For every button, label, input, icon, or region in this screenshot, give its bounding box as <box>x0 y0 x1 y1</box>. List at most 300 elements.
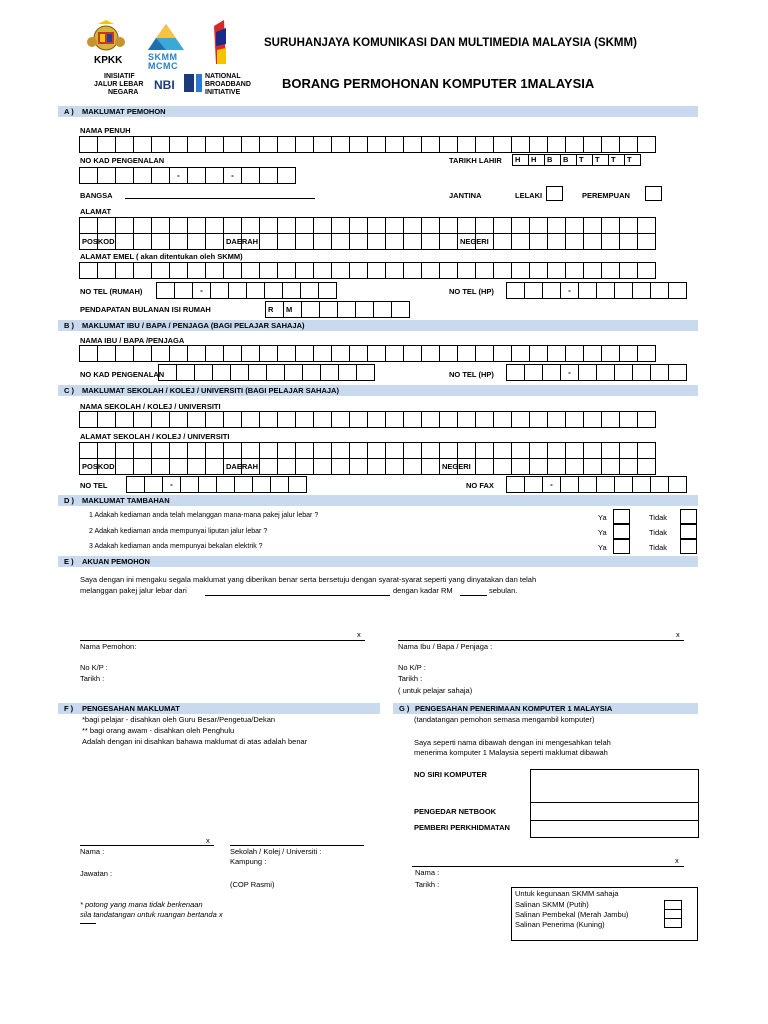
input-cell[interactable] <box>313 262 332 279</box>
input-cell[interactable] <box>151 411 170 428</box>
input-cell[interactable] <box>205 217 224 234</box>
input-cell[interactable] <box>187 458 206 475</box>
input-cell[interactable] <box>421 458 440 475</box>
input-cell[interactable] <box>187 411 206 428</box>
input-cell[interactable] <box>284 364 303 381</box>
dob-cell[interactable]: B <box>560 154 577 166</box>
input-cell[interactable] <box>493 262 512 279</box>
input-cell[interactable] <box>511 411 530 428</box>
input-cell[interactable] <box>356 364 375 381</box>
input-cell[interactable] <box>385 233 404 250</box>
input-cell[interactable] <box>637 233 656 250</box>
input-cell[interactable] <box>475 411 494 428</box>
input-cell[interactable] <box>529 262 548 279</box>
input-cell[interactable] <box>169 458 188 475</box>
input-cell[interactable] <box>619 345 638 362</box>
input-cell[interactable] <box>565 136 584 153</box>
checkbox-perempuan[interactable] <box>645 186 662 201</box>
input-cell[interactable] <box>205 262 224 279</box>
input-cell[interactable] <box>277 167 296 184</box>
alamat-cells-2[interactable] <box>79 233 655 250</box>
input-cell[interactable] <box>619 136 638 153</box>
no-kad-cells-b[interactable] <box>158 364 374 381</box>
input-cell[interactable] <box>115 458 134 475</box>
input-cell[interactable] <box>475 136 494 153</box>
input-cell[interactable] <box>637 136 656 153</box>
input-cell[interactable] <box>259 411 278 428</box>
input-cell[interactable] <box>632 476 651 493</box>
input-cell[interactable] <box>403 442 422 459</box>
input-cell[interactable] <box>313 458 332 475</box>
input-cell[interactable] <box>385 345 404 362</box>
input-cell[interactable] <box>79 345 98 362</box>
input-cell[interactable] <box>187 136 206 153</box>
input-cell[interactable] <box>565 345 584 362</box>
input-cell[interactable] <box>313 345 332 362</box>
input-cell[interactable] <box>583 136 602 153</box>
input-cell[interactable] <box>493 411 512 428</box>
input-cell[interactable] <box>511 458 530 475</box>
checkbox-ya-3[interactable] <box>613 539 630 554</box>
input-cell[interactable] <box>547 345 566 362</box>
input-cell[interactable] <box>277 233 296 250</box>
input-cell[interactable] <box>367 136 386 153</box>
input-cell[interactable] <box>547 442 566 459</box>
input-cell[interactable] <box>439 458 471 475</box>
tel-rumah-cells[interactable] <box>156 282 336 299</box>
input-cell[interactable] <box>524 476 543 493</box>
input-cell[interactable] <box>270 476 289 493</box>
input-cell[interactable] <box>277 345 296 362</box>
input-cell[interactable] <box>205 136 224 153</box>
input-cell[interactable] <box>421 442 440 459</box>
input-cell[interactable] <box>668 282 687 299</box>
input-cell[interactable] <box>295 411 314 428</box>
input-cell[interactable] <box>439 442 458 459</box>
input-cell[interactable] <box>79 442 98 459</box>
input-cell[interactable] <box>614 282 633 299</box>
input-cell[interactable] <box>169 262 188 279</box>
input-cell[interactable] <box>547 233 566 250</box>
input-cell[interactable] <box>241 217 260 234</box>
input-cell[interactable] <box>529 442 548 459</box>
dob-cells[interactable] <box>512 154 640 171</box>
input-cell[interactable] <box>619 458 638 475</box>
input-cell[interactable] <box>403 262 422 279</box>
input-cell[interactable] <box>403 411 422 428</box>
input-cell[interactable] <box>421 217 440 234</box>
input-cell[interactable] <box>283 301 302 318</box>
input-cell[interactable] <box>248 364 267 381</box>
input-cell[interactable] <box>97 458 116 475</box>
input-cell[interactable] <box>601 345 620 362</box>
input-cell[interactable] <box>223 411 242 428</box>
input-cell[interactable] <box>385 458 404 475</box>
input-cell[interactable] <box>583 458 602 475</box>
input-cell[interactable] <box>560 364 579 381</box>
rm-blank-line[interactable] <box>460 595 487 596</box>
input-cell[interactable] <box>601 442 620 459</box>
input-cell[interactable] <box>295 262 314 279</box>
input-cell[interactable] <box>578 364 597 381</box>
input-cell[interactable] <box>277 442 296 459</box>
input-cell[interactable] <box>583 217 602 234</box>
input-cell[interactable] <box>210 282 229 299</box>
isp-blank-line[interactable] <box>205 595 390 596</box>
input-cell[interactable] <box>97 217 116 234</box>
input-cell[interactable] <box>282 282 301 299</box>
input-cell[interactable] <box>79 411 98 428</box>
input-cell[interactable] <box>133 411 152 428</box>
nama-sekolah-cells[interactable] <box>79 411 655 428</box>
input-cell[interactable] <box>187 233 206 250</box>
input-cell[interactable] <box>259 167 278 184</box>
input-cell[interactable] <box>583 233 602 250</box>
input-cell[interactable] <box>133 167 152 184</box>
input-cell[interactable] <box>223 262 242 279</box>
input-cell[interactable] <box>216 476 235 493</box>
input-cell[interactable] <box>385 411 404 428</box>
input-cell[interactable] <box>614 476 633 493</box>
pengedar-box[interactable] <box>530 803 699 821</box>
input-cell[interactable] <box>367 262 386 279</box>
input-cell[interactable] <box>542 282 561 299</box>
input-cell[interactable] <box>524 282 543 299</box>
input-cell[interactable] <box>475 262 494 279</box>
input-cell[interactable] <box>668 476 687 493</box>
dob-cell[interactable]: T <box>624 154 641 166</box>
input-cell[interactable] <box>230 364 249 381</box>
input-cell[interactable] <box>391 301 410 318</box>
input-cell[interactable] <box>97 345 116 362</box>
input-cell[interactable] <box>457 217 476 234</box>
emel-cells[interactable] <box>79 262 655 279</box>
input-cell[interactable] <box>439 411 458 428</box>
input-cell[interactable] <box>169 442 188 459</box>
input-cell[interactable] <box>596 282 615 299</box>
input-cell[interactable] <box>295 217 314 234</box>
input-cell[interactable] <box>565 442 584 459</box>
input-cell[interactable] <box>367 217 386 234</box>
input-cell[interactable] <box>349 442 368 459</box>
input-cell[interactable] <box>79 167 98 184</box>
input-cell[interactable] <box>493 458 512 475</box>
input-cell[interactable] <box>302 364 321 381</box>
input-cell[interactable] <box>277 136 296 153</box>
input-cell[interactable] <box>331 442 350 459</box>
input-cell[interactable] <box>241 442 260 459</box>
checkbox-ya-2[interactable] <box>613 524 630 539</box>
input-cell[interactable] <box>349 136 368 153</box>
input-cell[interactable] <box>421 411 440 428</box>
input-cell[interactable] <box>439 217 458 234</box>
input-cell[interactable] <box>542 364 561 381</box>
input-cell[interactable] <box>601 233 620 250</box>
input-cell[interactable] <box>144 476 163 493</box>
input-cell[interactable] <box>151 233 170 250</box>
input-cell[interactable] <box>493 442 512 459</box>
input-cell[interactable] <box>169 411 188 428</box>
input-cell[interactable] <box>601 458 620 475</box>
input-cell[interactable] <box>115 411 134 428</box>
input-cell[interactable] <box>133 262 152 279</box>
input-cell[interactable] <box>601 411 620 428</box>
pendapatan-cells[interactable] <box>265 301 409 318</box>
input-cell[interactable] <box>295 345 314 362</box>
input-cell[interactable] <box>234 476 253 493</box>
input-cell[interactable] <box>241 233 260 250</box>
input-cell[interactable] <box>637 345 656 362</box>
input-cell[interactable] <box>223 136 242 153</box>
input-cell[interactable] <box>169 345 188 362</box>
input-cell[interactable] <box>560 282 579 299</box>
input-cell[interactable] <box>403 345 422 362</box>
input-cell[interactable] <box>97 136 116 153</box>
input-cell[interactable] <box>637 458 656 475</box>
alamat-sekolah-cells[interactable] <box>79 442 655 459</box>
input-cell[interactable] <box>619 411 638 428</box>
dob-cell[interactable]: H <box>528 154 545 166</box>
nama-penuh-cells[interactable] <box>79 136 655 153</box>
input-cell[interactable] <box>319 301 338 318</box>
input-cell[interactable] <box>133 136 152 153</box>
input-cell[interactable] <box>331 233 350 250</box>
input-cell[interactable] <box>318 282 337 299</box>
input-cell[interactable] <box>619 442 638 459</box>
input-cell[interactable] <box>583 262 602 279</box>
input-cell[interactable] <box>601 136 620 153</box>
checkbox-tidak-2[interactable] <box>680 524 697 539</box>
input-cell[interactable] <box>421 136 440 153</box>
input-cell[interactable] <box>277 217 296 234</box>
cop-line-f[interactable] <box>230 845 364 846</box>
input-cell[interactable] <box>439 262 458 279</box>
input-cell[interactable] <box>259 345 278 362</box>
input-cell[interactable] <box>506 282 525 299</box>
input-cell[interactable] <box>79 262 98 279</box>
input-cell[interactable] <box>578 476 597 493</box>
input-cell[interactable] <box>331 411 350 428</box>
input-cell[interactable] <box>385 442 404 459</box>
input-cell[interactable] <box>187 345 206 362</box>
input-cell[interactable] <box>475 217 494 234</box>
input-cell[interactable] <box>349 458 368 475</box>
input-cell[interactable] <box>637 442 656 459</box>
input-cell[interactable] <box>169 136 188 153</box>
input-cell[interactable] <box>511 136 530 153</box>
input-cell[interactable] <box>320 364 339 381</box>
input-cell[interactable] <box>457 411 476 428</box>
input-cell[interactable] <box>560 476 579 493</box>
input-cell[interactable] <box>403 458 422 475</box>
checkbox-lelaki[interactable] <box>546 186 563 201</box>
input-cell[interactable] <box>277 262 296 279</box>
input-cell[interactable] <box>331 458 350 475</box>
input-cell[interactable] <box>493 345 512 362</box>
no-kad-cells[interactable] <box>79 167 295 184</box>
input-cell[interactable] <box>506 364 525 381</box>
input-cell[interactable] <box>115 442 134 459</box>
input-cell[interactable] <box>619 217 638 234</box>
checkbox-tidak-1[interactable] <box>680 509 697 524</box>
input-cell[interactable] <box>259 442 278 459</box>
input-cell[interactable] <box>367 411 386 428</box>
no-fax-cells[interactable] <box>506 476 686 493</box>
input-cell[interactable] <box>176 364 195 381</box>
input-cell[interactable] <box>223 167 242 184</box>
input-cell[interactable] <box>596 476 615 493</box>
input-cell[interactable] <box>421 345 440 362</box>
input-cell[interactable] <box>187 262 206 279</box>
input-cell[interactable] <box>158 364 177 381</box>
dob-cell[interactable]: T <box>592 154 609 166</box>
input-cell[interactable] <box>313 411 332 428</box>
input-cell[interactable] <box>241 345 260 362</box>
input-cell[interactable] <box>668 364 687 381</box>
input-cell[interactable] <box>205 442 224 459</box>
input-cell[interactable] <box>301 301 320 318</box>
input-cell[interactable] <box>338 364 357 381</box>
input-cell[interactable] <box>265 301 284 318</box>
input-cell[interactable] <box>79 136 98 153</box>
input-cell[interactable] <box>619 233 638 250</box>
input-cell[interactable] <box>529 458 548 475</box>
input-cell[interactable] <box>115 167 134 184</box>
input-cell[interactable] <box>637 262 656 279</box>
dob-cell[interactable]: B <box>544 154 561 166</box>
input-cell[interactable] <box>524 364 543 381</box>
input-cell[interactable] <box>583 442 602 459</box>
input-cell[interactable] <box>259 217 278 234</box>
input-cell[interactable] <box>223 345 242 362</box>
input-cell[interactable] <box>529 345 548 362</box>
input-cell[interactable] <box>331 345 350 362</box>
input-cell[interactable] <box>583 345 602 362</box>
input-cell[interactable] <box>493 217 512 234</box>
input-cell[interactable] <box>565 411 584 428</box>
dob-cell[interactable]: T <box>576 154 593 166</box>
input-cell[interactable] <box>133 217 152 234</box>
input-cell[interactable] <box>439 233 458 250</box>
input-cell[interactable] <box>421 233 440 250</box>
input-cell[interactable] <box>187 442 206 459</box>
input-cell[interactable] <box>313 233 332 250</box>
input-cell[interactable] <box>223 233 259 250</box>
input-cell[interactable] <box>194 364 213 381</box>
input-cell[interactable] <box>367 442 386 459</box>
input-cell[interactable] <box>529 136 548 153</box>
pemberi-box[interactable] <box>530 821 699 838</box>
input-cell[interactable] <box>313 136 332 153</box>
input-cell[interactable] <box>133 442 152 459</box>
input-cell[interactable] <box>547 217 566 234</box>
no-tel-cells-c[interactable] <box>126 476 306 493</box>
input-cell[interactable] <box>115 233 134 250</box>
tel-hp-cells-b[interactable] <box>506 364 686 381</box>
input-cell[interactable] <box>277 411 296 428</box>
input-cell[interactable] <box>79 233 115 250</box>
input-cell[interactable] <box>637 217 656 234</box>
input-cell[interactable] <box>596 364 615 381</box>
input-cell[interactable] <box>205 458 224 475</box>
input-cell[interactable] <box>241 136 260 153</box>
input-cell[interactable] <box>126 476 145 493</box>
input-cell[interactable] <box>295 136 314 153</box>
input-cell[interactable] <box>151 262 170 279</box>
input-cell[interactable] <box>349 217 368 234</box>
input-cell[interactable] <box>180 476 199 493</box>
input-cell[interactable] <box>169 233 188 250</box>
input-cell[interactable] <box>151 167 170 184</box>
input-cell[interactable] <box>403 217 422 234</box>
input-cell[interactable] <box>97 442 116 459</box>
input-cell[interactable] <box>313 442 332 459</box>
dob-cell[interactable]: T <box>608 154 625 166</box>
input-cell[interactable] <box>97 233 116 250</box>
input-cell[interactable] <box>192 282 211 299</box>
input-cell[interactable] <box>288 476 307 493</box>
input-cell[interactable] <box>205 411 224 428</box>
input-cell[interactable] <box>205 345 224 362</box>
tel-hp-cells-a[interactable] <box>506 282 686 299</box>
input-cell[interactable] <box>355 301 374 318</box>
input-cell[interactable] <box>511 345 530 362</box>
input-cell[interactable] <box>619 262 638 279</box>
input-cell[interactable] <box>529 233 548 250</box>
input-cell[interactable] <box>349 233 368 250</box>
input-cell[interactable] <box>373 301 392 318</box>
input-cell[interactable] <box>439 345 458 362</box>
input-cell[interactable] <box>259 262 278 279</box>
input-cell[interactable] <box>367 458 386 475</box>
input-cell[interactable] <box>151 442 170 459</box>
input-cell[interactable] <box>547 262 566 279</box>
input-cell[interactable] <box>337 301 356 318</box>
input-cell[interactable] <box>457 262 476 279</box>
input-cell[interactable] <box>115 136 134 153</box>
input-cell[interactable] <box>313 217 332 234</box>
input-cell[interactable] <box>295 442 314 459</box>
input-cell[interactable] <box>650 476 669 493</box>
input-cell[interactable] <box>205 167 224 184</box>
dob-cell[interactable]: H <box>512 154 529 166</box>
input-cell[interactable] <box>115 217 134 234</box>
input-cell[interactable] <box>457 458 476 475</box>
input-cell[interactable] <box>650 364 669 381</box>
input-cell[interactable] <box>156 282 175 299</box>
input-cell[interactable] <box>367 233 386 250</box>
input-cell[interactable] <box>228 282 247 299</box>
input-cell[interactable] <box>79 217 98 234</box>
input-cell[interactable] <box>223 442 242 459</box>
input-cell[interactable] <box>475 442 494 459</box>
input-cell[interactable] <box>79 458 115 475</box>
input-cell[interactable] <box>511 233 530 250</box>
input-cell[interactable] <box>151 136 170 153</box>
input-cell[interactable] <box>457 233 489 250</box>
input-cell[interactable] <box>133 233 152 250</box>
checkbox-salinan-penerima[interactable] <box>664 918 682 928</box>
input-cell[interactable] <box>421 262 440 279</box>
input-cell[interactable] <box>511 442 530 459</box>
input-cell[interactable] <box>205 233 224 250</box>
input-cell[interactable] <box>241 262 260 279</box>
input-cell[interactable] <box>151 345 170 362</box>
input-cell[interactable] <box>349 345 368 362</box>
signature-line-penjaga[interactable] <box>398 640 684 641</box>
input-cell[interactable] <box>403 233 422 250</box>
input-cell[interactable] <box>252 476 271 493</box>
